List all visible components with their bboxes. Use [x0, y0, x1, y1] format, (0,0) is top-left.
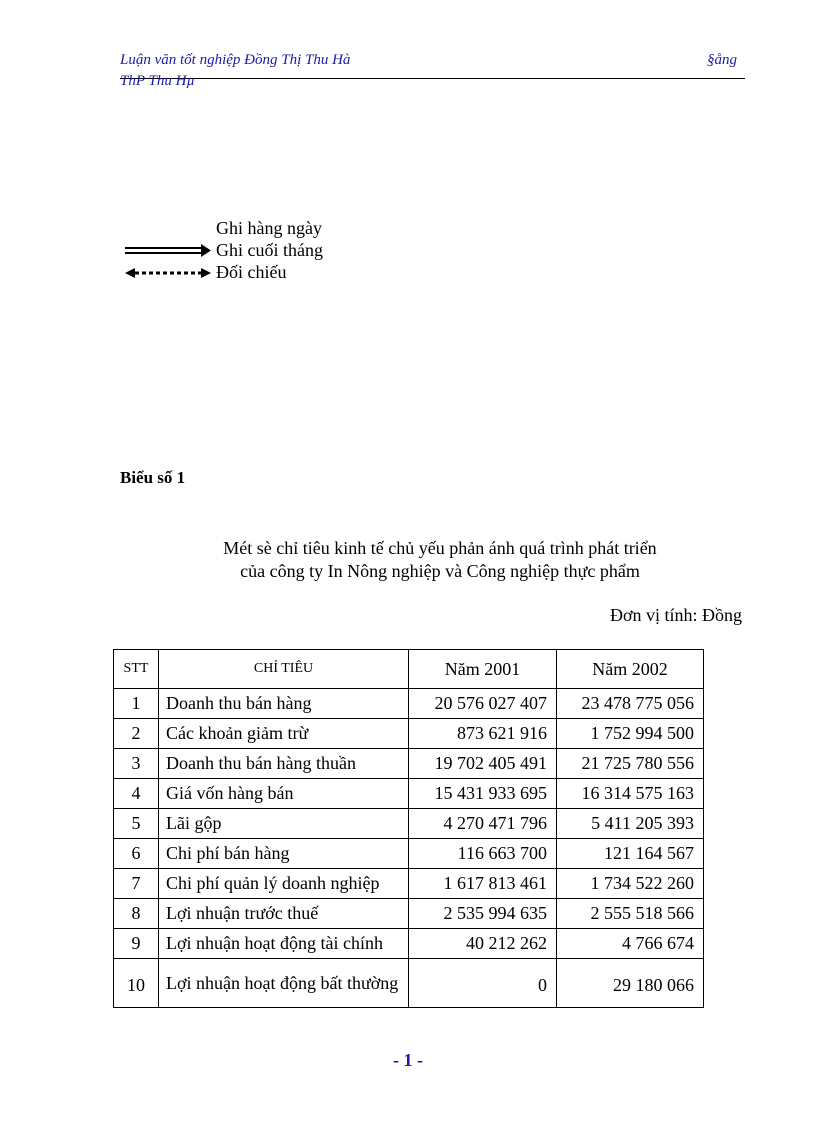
header-subtitle: ThP Thu Hµ — [120, 73, 196, 89]
row-stt: 5 — [114, 809, 159, 839]
row-value-2002: 1 734 522 260 — [557, 869, 704, 899]
row-indicator: Các khoản giảm trừ — [159, 719, 409, 749]
row-stt: 6 — [114, 839, 159, 869]
table-row — [114, 779, 704, 809]
table-header-row — [114, 650, 704, 689]
row-value-2002: 5 411 205 393 — [557, 809, 704, 839]
row-stt: 2 — [114, 719, 159, 749]
figure-caption: Biểu số 1 — [120, 468, 186, 487]
header-year-2002: Năm 2002 — [557, 650, 704, 689]
row-stt: 1 — [114, 689, 159, 719]
row-value-2001: 19 702 405 491 — [409, 749, 557, 779]
row-indicator: Giá vốn hàng bán — [159, 779, 409, 809]
row-value-2002: 2 555 518 566 — [557, 899, 704, 929]
row-value-2002: 1 752 994 500 — [557, 719, 704, 749]
row-value-2001: 873 621 916 — [409, 719, 557, 749]
table-row — [114, 689, 704, 719]
legend-label: Ghi cuối tháng — [216, 240, 323, 260]
table-row — [114, 809, 704, 839]
indicator-table — [113, 649, 704, 1008]
table-title-line-2: của công ty In Nông nghiệp và Công nghiệp thực phẩm — [240, 561, 640, 581]
header-right-text: §ång — [707, 52, 737, 68]
row-indicator: Lãi gộp — [159, 809, 409, 839]
legend-label: Ghi hàng ngày — [216, 218, 322, 238]
header-indicator: CHỈ TIÊU — [159, 650, 409, 689]
table-title-line-1: Mét sè chỉ tiêu kinh tế chủ yếu phản ánh quá trình phát triển — [223, 538, 657, 558]
header-stt: STT — [114, 650, 159, 689]
table-row — [114, 749, 704, 779]
row-value-2001: 4 270 471 796 — [409, 809, 557, 839]
row-stt: 4 — [114, 779, 159, 809]
table-row — [114, 719, 704, 749]
row-stt: 9 — [114, 929, 159, 959]
row-stt: 7 — [114, 869, 159, 899]
row-value-2001: 40 212 262 — [409, 929, 557, 959]
table-row — [114, 929, 704, 959]
row-value-2001: 20 576 027 407 — [409, 689, 557, 719]
row-value-2002: 23 478 775 056 — [557, 689, 704, 719]
row-indicator: Doanh thu bán hàng thuần — [159, 749, 409, 779]
row-value-2001: 15 431 933 695 — [409, 779, 557, 809]
page-number: - 1 - — [393, 1050, 423, 1070]
row-value-2001: 2 535 994 635 — [409, 899, 557, 929]
row-indicator: Chi phí quản lý doanh nghiệp — [159, 869, 409, 899]
legend-label: Đối chiếu — [216, 262, 287, 282]
row-stt: 3 — [114, 749, 159, 779]
table-row — [114, 899, 704, 929]
row-value-2001: 1 617 813 461 — [409, 869, 557, 899]
row-value-2001: 116 663 700 — [409, 839, 557, 869]
row-value-2002: 16 314 575 163 — [557, 779, 704, 809]
header-left-text: Luận văn tốt nghiệp Đồng Thị Thu Hà — [120, 52, 351, 68]
row-value-2001: 0 — [409, 959, 557, 1008]
row-indicator: Lợi nhuận trước thuế — [159, 899, 409, 929]
page-header — [120, 52, 745, 79]
row-indicator: Doanh thu bán hàng — [159, 689, 409, 719]
row-value-2002: 21 725 780 556 — [557, 749, 704, 779]
header-year-2001: Năm 2001 — [409, 650, 557, 689]
row-stt: 8 — [114, 899, 159, 929]
row-indicator: Lợi nhuận hoạt động bất thường — [159, 959, 409, 1008]
table-row — [114, 839, 704, 869]
row-indicator: Lợi nhuận hoạt động tài chính — [159, 929, 409, 959]
row-value-2002: 4 766 674 — [557, 929, 704, 959]
table-row — [114, 959, 704, 1008]
unit-label: Đơn vị tính: Đồng — [609, 605, 742, 625]
row-indicator: Chi phí bán hàng — [159, 839, 409, 869]
row-value-2002: 121 164 567 — [557, 839, 704, 869]
double-arrow-icon — [125, 242, 213, 260]
row-stt: 10 — [114, 959, 159, 1008]
dotted-bidirectional-arrow-icon — [125, 264, 213, 282]
row-value-2002: 29 180 066 — [557, 959, 704, 1008]
table-row — [114, 869, 704, 899]
